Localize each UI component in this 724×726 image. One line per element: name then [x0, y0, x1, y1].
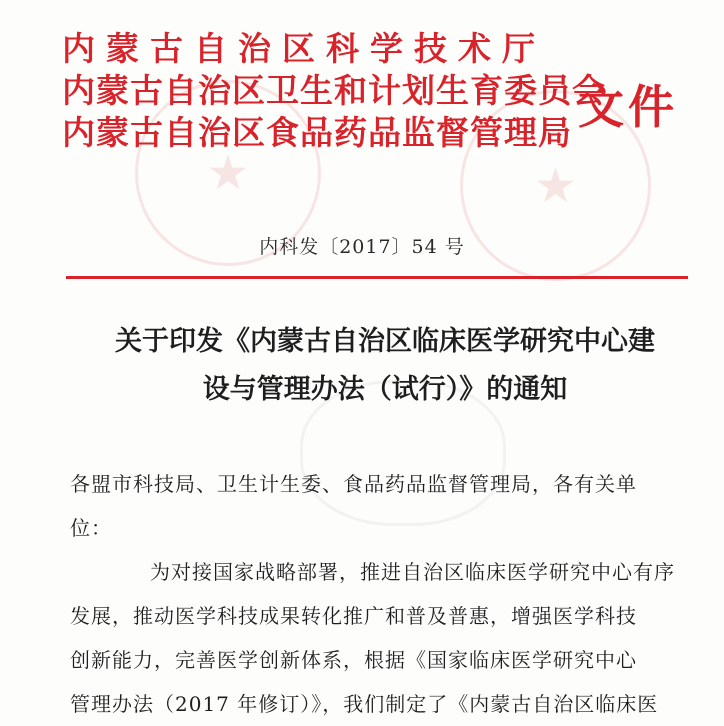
salutation-line-1: 各盟市科技局、卫生计生委、食品药品监督管理局，各有关单 [70, 472, 637, 496]
paragraph-line-4: 管理办法（2017 年修订）》，我们制定了《内蒙古自治区临床医 [70, 692, 659, 716]
paragraph-line-1: 为对接国家战略部署，推进自治区临床医学研究中心有序 [150, 560, 675, 584]
seal-star-icon: ★ [206, 145, 250, 201]
document-header [62, 28, 606, 154]
title-line-1: 关于印发《内蒙古自治区临床医学研究中心建 [115, 326, 655, 357]
agency-name-science: 内蒙古自治区科学技术厅 [62, 29, 546, 68]
document-body [70, 462, 700, 726]
document-type-label: 文件 [578, 80, 678, 134]
agency-name-health: 内蒙古自治区卫生和计划生育委员会 [62, 71, 606, 110]
document-title [60, 318, 710, 414]
paragraph-line-3: 创新能力，完善医学创新体系，根据《国家临床医学研究中心 [70, 648, 637, 672]
salutation-line-2: 位： [70, 516, 112, 540]
title-line-2: 设与管理办法（试行）》的通知 [202, 374, 568, 405]
document-number: 内科发〔2017〕54 号 [259, 236, 465, 258]
agency-name-food-drug: 内蒙古自治区食品药品监督管理局 [62, 113, 572, 152]
seal-star-icon: ★ [533, 157, 578, 214]
red-divider [66, 276, 688, 279]
paragraph-line-2: 发展，推动医学科技成果转化推广和普及普惠，增强医学科技 [70, 604, 637, 628]
